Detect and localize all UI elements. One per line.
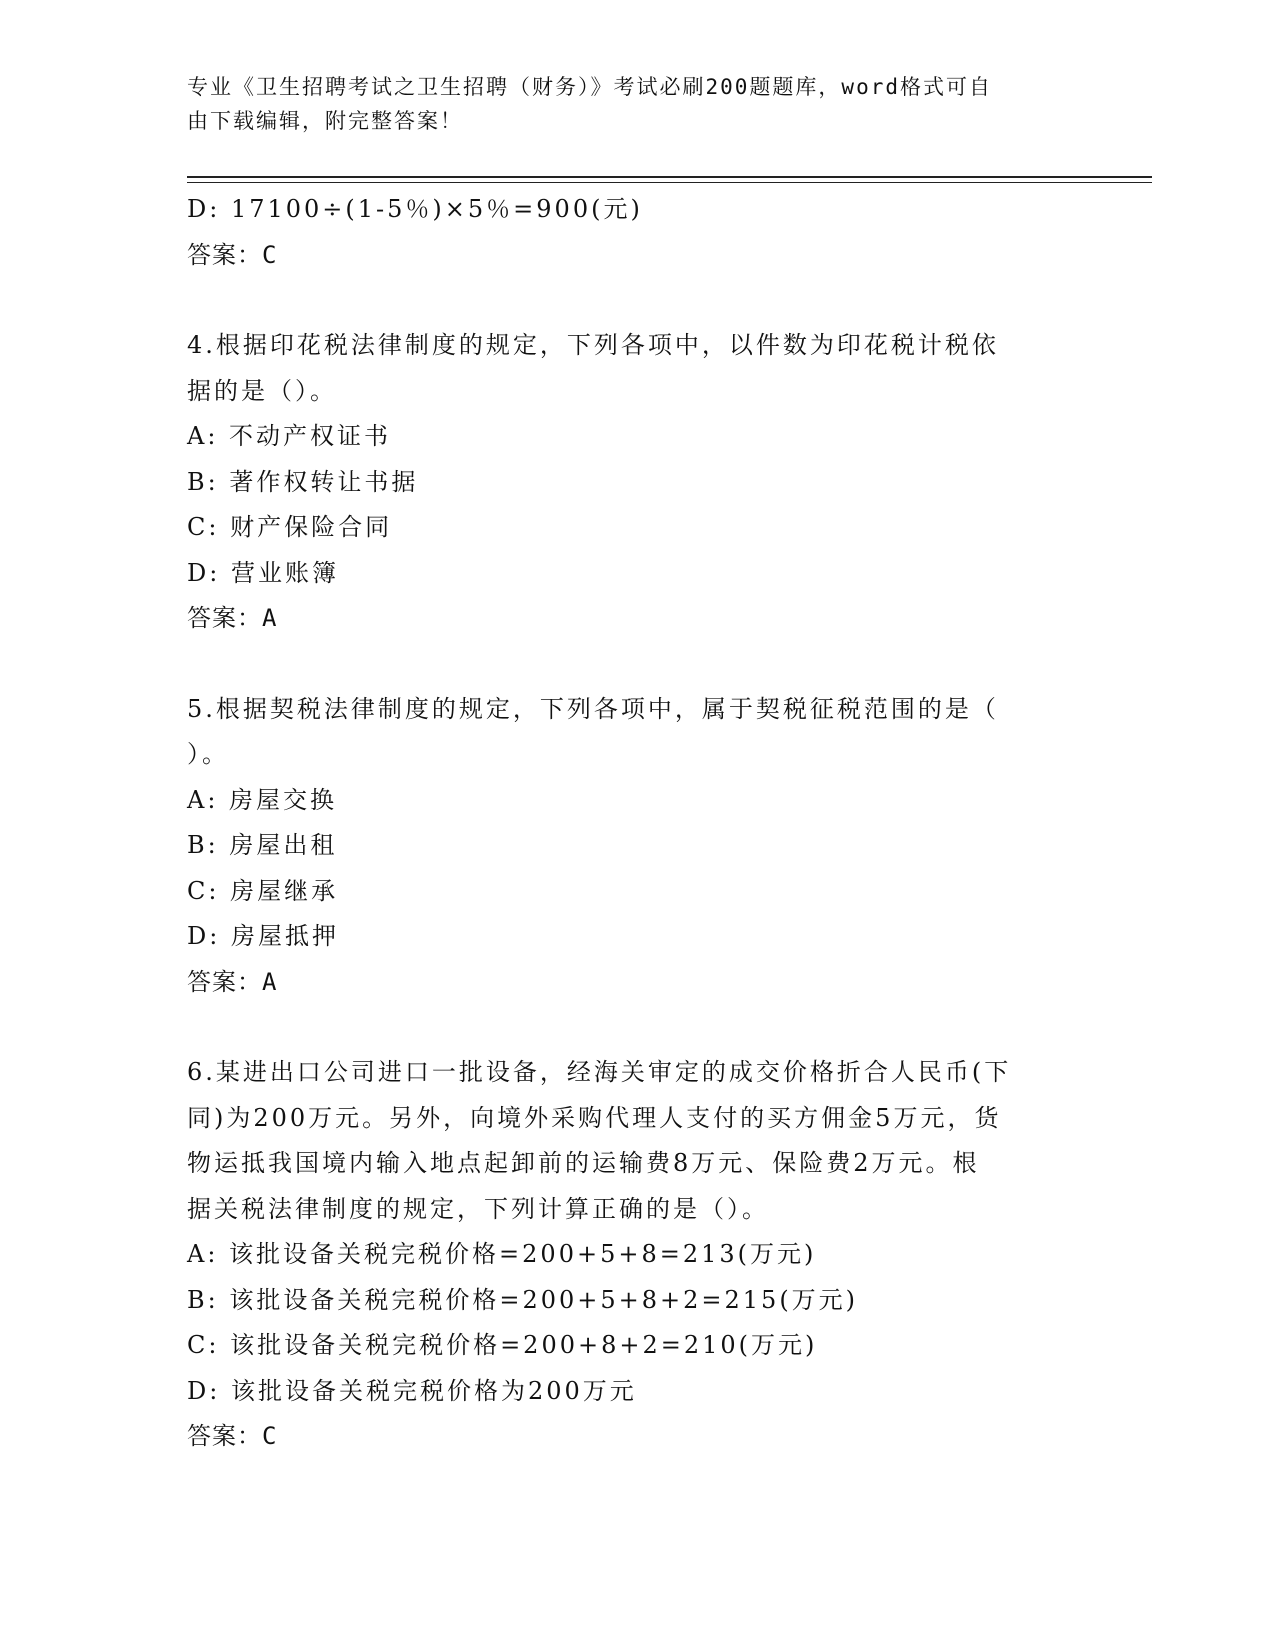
question-4 (187, 323, 1087, 642)
question-text-line: 据关税法律制度的规定，下列计算正确的是（）。 (187, 1194, 769, 1223)
question-text-line: 同)为200万元。另外，向境外采购代理人支付的买方佣金5万元，货 (187, 1103, 1002, 1132)
header-line-2: 由下载编辑，附完整答案！ (187, 109, 463, 133)
option-c: C: 该批设备关税完税价格=200+8+2=210(万元) (187, 1331, 818, 1359)
option-d: D: 营业账簿 (187, 558, 339, 587)
answer-line: 答案：C (187, 240, 278, 269)
option-a: A: 房屋交换 (187, 785, 338, 814)
header-divider-thin (187, 182, 1152, 183)
option-d: D: 17100÷(1-5％)×5％=900(元) (187, 195, 643, 223)
option-d: D: 该批设备关税完税价格为200万元 (187, 1376, 637, 1405)
question-text-line: 物运抵我国境内输入地点起卸前的运输费8万元、保险费2万元。根 (187, 1149, 980, 1177)
answer-line: 答案：A (187, 967, 278, 996)
option-b: B: 该批设备关税完税价格=200+5+8+2=215(万元) (187, 1285, 859, 1314)
question-text-line: 5.根据契税法律制度的规定，下列各项中，属于契税征税范围的是（ (187, 694, 999, 723)
previous-question-tail (187, 187, 1087, 278)
document-body (187, 187, 1087, 1460)
header-divider-thick (187, 176, 1152, 178)
option-d: D: 房屋抵押 (187, 922, 339, 950)
answer-line: 答案：C (187, 1422, 278, 1450)
option-b: B: 著作权转让书据 (187, 467, 419, 496)
question-text-line: ）。 (187, 740, 229, 768)
question-text-line: 4.根据印花税法律制度的规定，下列各项中，以件数为印花税计税依 (187, 331, 999, 359)
option-b: B: 房屋出租 (187, 831, 338, 859)
question-text-line: 6.某进出口公司进口一批设备，经海关审定的成交价格折合人民币(下 (187, 1058, 1012, 1086)
document-header (187, 70, 1067, 138)
option-c: C: 房屋继承 (187, 876, 339, 905)
question-5 (187, 687, 1087, 1006)
option-c: C: 财产保险合同 (187, 513, 393, 541)
question-text-line: 据的是（）。 (187, 376, 337, 405)
answer-line: 答案：A (187, 604, 278, 632)
header-line-1: 专业《卫生招聘考试之卫生招聘（财务）》考试必刷200题题库，word格式可自 (187, 75, 992, 99)
question-6 (187, 1050, 1087, 1460)
option-a: A: 不动产权证书 (187, 422, 392, 450)
option-a: A: 该批设备关税完税价格=200+5+8=213(万元) (187, 1240, 817, 1268)
